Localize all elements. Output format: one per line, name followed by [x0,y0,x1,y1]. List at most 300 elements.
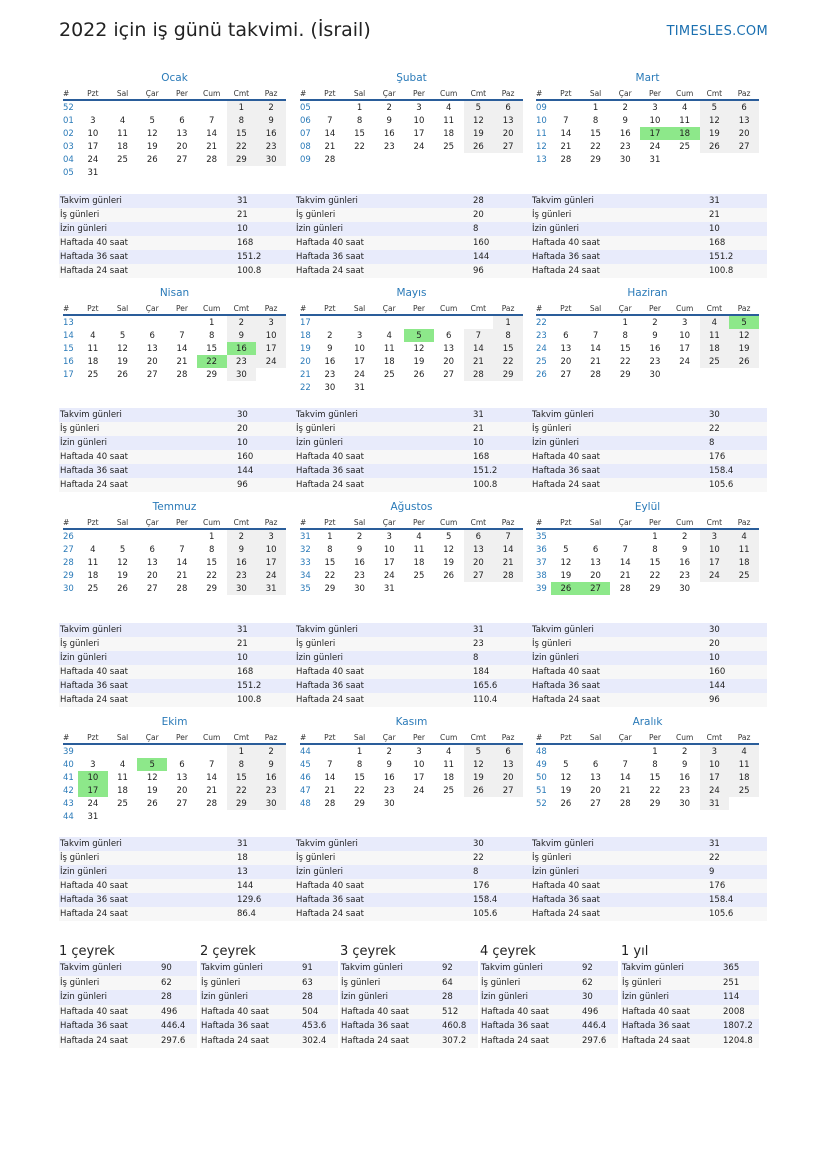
empty-day-cell [137,529,167,543]
day-cell: 13 [176,128,188,139]
week-number: 37 [536,557,547,568]
weekday-header: Pzt [551,732,581,744]
holiday-day-cell: 17 [78,784,108,797]
site-logo[interactable]: TIMESLES.COM [666,24,768,39]
weekday-header: Cum [434,517,464,529]
stat-value: 62 [581,976,618,991]
empty-day-cell [404,153,434,166]
day-cell: 30 [649,369,661,380]
day-cell: 7 [622,544,628,555]
weekend-day-cell: 16 [256,771,286,784]
stat-row [531,893,767,907]
stat-value: 28 [160,990,197,1005]
day-cell: 24 [354,369,365,380]
stat-label: Haftada 24 saat [59,264,236,278]
weekend-day-cell: 26 [729,355,759,368]
day-cell: 14 [324,128,336,139]
week-row [300,569,523,582]
stat-value: 160 [472,236,531,250]
stat-row [59,879,295,893]
weekday-header: Per [640,303,670,315]
stat-row [480,961,618,976]
stat-row [59,236,295,250]
stat-label: İş günleri [480,976,581,991]
empty-day-cell [493,582,523,595]
day-cell: 5 [119,330,126,341]
weekend-day-cell: 20 [493,127,523,140]
week-number-header: # [536,88,551,100]
empty-day-cell [197,100,227,114]
weekday-header: Cmt [227,303,257,315]
weekday-header: Çar [137,517,167,529]
weekday-header: Cum [670,732,700,744]
empty-day-cell [197,810,227,823]
empty-day-cell [137,166,167,179]
weekday-header: Cum [670,303,700,315]
week-number: 50 [536,772,547,783]
empty-day-cell [551,744,581,758]
day-cell: 26 [117,369,128,380]
weekday-header: Paz [256,88,286,100]
stat-value: 158.4 [472,893,531,907]
stat-label: İzin günleri [59,436,236,450]
month-calendar [300,500,523,595]
stat-value: 20 [236,422,295,436]
stat-value: 10 [708,222,767,236]
day-cell: 6 [563,330,569,341]
weekend-day-cell: 29 [227,153,257,166]
weekday-header: Cmt [227,517,257,529]
day-cell: 29 [649,583,661,594]
day-cell: 19 [413,356,425,367]
day-cell: 20 [590,570,601,581]
stat-value: 129.6 [236,893,295,907]
weekday-header: Cmt [227,88,257,100]
stat-value: 100.8 [472,478,531,492]
week-row [63,127,286,140]
stat-value: 62 [160,976,197,991]
weekend-day-cell: 23 [227,355,257,368]
month-grid [63,732,286,823]
empty-day-cell [670,153,700,166]
weekend-day-cell: 9 [256,758,286,771]
week-number-header: # [63,88,78,100]
day-cell: 17 [413,772,425,783]
stat-row [295,208,531,222]
day-cell: 28 [324,154,336,165]
day-cell: 10 [383,544,395,555]
stat-label: İzin günleri [531,436,708,450]
day-cell: 1 [652,531,658,542]
weekend-day-cell: 20 [464,556,494,569]
stat-label: Haftada 24 saat [59,1034,160,1049]
weekday-header: Cmt [464,732,494,744]
day-cell: 11 [413,544,425,555]
month-grid [536,88,759,166]
day-cell: 24 [413,141,425,152]
week-row [536,582,759,595]
weekend-day-cell: 15 [493,342,523,355]
day-cell: 21 [176,570,188,581]
day-cell: 9 [327,343,333,354]
weekend-day-cell: 25 [729,569,759,582]
month-stats-table [59,837,295,921]
holiday-day-cell: 10 [78,771,108,784]
weekday-header: Cum [434,732,464,744]
day-cell: 8 [208,330,215,341]
weekend-day-cell: 17 [256,342,286,355]
weekend-day-cell: 11 [700,329,730,342]
day-cell: 18 [87,570,99,581]
week-number-header: # [536,732,551,744]
weekend-day-cell: 20 [729,127,759,140]
day-cell: 17 [413,128,425,139]
week-row [536,127,759,140]
day-cell: 2 [622,102,628,113]
stat-value: 21 [236,637,295,651]
stat-row [59,893,295,907]
day-cell: 15 [649,772,661,783]
empty-day-cell [108,810,138,823]
day-cell: 28 [590,369,601,380]
day-cell: 5 [563,544,569,555]
stat-label: Haftada 40 saat [340,1005,441,1020]
weekday-header: Sal [581,88,611,100]
stat-label: Takvim günleri [295,194,472,208]
stat-label: İzin günleri [59,990,160,1005]
day-cell: 20 [443,356,455,367]
stat-row [340,976,478,991]
week-number: 07 [300,128,311,139]
stat-row [531,851,767,865]
week-row [536,315,759,329]
day-cell: 9 [681,759,688,770]
stat-value: 22 [708,422,767,436]
day-cell: 28 [206,798,218,809]
weekend-day-cell: 5 [700,100,730,114]
stat-value: 144 [472,250,531,264]
holiday-day-cell: 27 [581,582,611,595]
weekday-header: Sal [108,517,138,529]
day-cell: 8 [622,330,628,341]
empty-day-cell [404,797,434,810]
month-stats-table [531,408,767,492]
stat-row [480,990,618,1005]
weekend-day-cell: 24 [256,569,286,582]
stat-value: 10 [236,651,295,665]
day-cell: 4 [386,330,392,341]
week-number: 11 [536,128,547,139]
week-row [536,758,759,771]
stat-value: 20 [472,208,531,222]
week-row [63,556,286,569]
month-name: Aralık [632,716,663,728]
weekend-day-cell: 2 [256,744,286,758]
day-cell: 6 [149,330,155,341]
weekend-day-cell: 23 [256,140,286,153]
day-cell: 22 [649,570,661,581]
month-calendar [300,71,523,166]
weekday-header: Çar [137,732,167,744]
stat-label: İzin günleri [59,865,236,879]
weekend-day-cell: 25 [729,784,759,797]
stat-label: İzin günleri [295,222,472,236]
week-number-header: # [63,517,78,529]
stat-value: 20 [708,637,767,651]
stat-label: Haftada 40 saat [59,450,236,464]
stat-label: İş günleri [295,422,472,436]
month-stats-table [59,194,295,278]
stat-row [621,990,759,1005]
weekend-day-cell: 5 [464,100,494,114]
stat-value: 151.2 [236,679,295,693]
stat-label: Haftada 36 saat [621,1019,722,1034]
day-cell: 8 [652,544,658,555]
weekday-header: Cmt [700,517,730,529]
empty-day-cell [551,100,581,114]
month-calendar [300,715,523,810]
week-number: 01 [63,115,74,126]
stat-label: Haftada 40 saat [531,879,708,893]
day-cell: 18 [117,141,128,152]
day-cell: 18 [87,356,99,367]
week-number: 05 [300,102,311,113]
day-cell: 21 [324,141,336,152]
stat-value: 251 [722,976,759,991]
week-row [536,100,759,114]
empty-day-cell [167,166,197,179]
empty-day-cell [137,744,167,758]
month-stats-table [295,837,531,921]
stat-label: Haftada 36 saat [295,464,472,478]
stat-label: Haftada 40 saat [295,879,472,893]
stat-label: Haftada 40 saat [621,1005,722,1020]
empty-day-cell [374,153,404,166]
empty-day-cell [434,153,464,166]
stat-value: 23 [472,637,531,651]
empty-day-cell [167,810,197,823]
day-cell: 12 [146,128,158,139]
weekend-day-cell: 29 [493,368,523,381]
day-cell: 13 [560,343,572,354]
empty-day-cell [78,744,108,758]
stat-value: 18 [236,851,295,865]
day-cell: 16 [383,772,395,783]
stat-value: 8 [708,436,767,450]
weekend-day-cell: 28 [493,569,523,582]
week-number: 48 [536,746,547,757]
day-cell: 14 [560,128,572,139]
day-cell: 3 [681,317,688,328]
weekday-header: Cum [197,732,227,744]
day-cell: 28 [619,798,631,809]
stat-row [340,1019,478,1034]
stat-row [295,478,531,492]
stat-row [59,865,295,879]
stat-value: 86.4 [236,907,295,921]
weekend-day-cell: 24 [700,569,730,582]
day-cell: 9 [386,115,392,126]
empty-day-cell [374,381,404,394]
week-row [300,771,523,784]
stat-value: 151.2 [472,464,531,478]
empty-day-cell [108,529,138,543]
day-cell: 12 [443,544,455,555]
day-cell: 3 [356,330,363,341]
day-cell: 19 [443,557,455,568]
day-cell: 14 [176,343,188,354]
day-cell: 3 [386,531,392,542]
weekend-day-cell: 1 [493,315,523,329]
week-number: 12 [536,141,547,152]
day-cell: 22 [324,570,336,581]
week-number: 26 [63,531,74,542]
weekend-day-cell: 11 [729,543,759,556]
stat-value: 10 [236,436,295,450]
weekend-day-cell: 3 [700,744,730,758]
stat-label: İzin günleri [59,222,236,236]
day-cell: 1 [622,317,628,328]
stat-value: 92 [441,961,478,976]
stat-label: Takvim günleri [59,961,160,976]
day-cell: 1 [208,531,215,542]
day-cell: 24 [413,785,425,796]
day-cell: 15 [354,772,365,783]
day-cell: 20 [176,785,188,796]
weekend-day-cell: 31 [256,582,286,595]
stat-label: İş günleri [531,208,708,222]
weekend-day-cell: 27 [493,140,523,153]
week-number: 35 [300,583,311,594]
day-cell: 28 [619,583,631,594]
holiday-day-cell: 26 [551,582,581,595]
stat-row [295,679,531,693]
day-cell: 19 [146,141,158,152]
quarter-summary [480,943,618,1048]
empty-day-cell [551,529,581,543]
stat-value: 96 [236,478,295,492]
week-number-header: # [300,732,315,744]
week-number-header: # [63,303,78,315]
day-cell: 14 [619,772,631,783]
stat-label: Haftada 24 saat [340,1034,441,1049]
empty-day-cell [493,381,523,394]
stat-value: 22 [472,851,531,865]
stat-row [531,478,767,492]
day-cell: 9 [622,115,628,126]
weekend-day-cell: 12 [464,758,494,771]
empty-day-cell [464,582,494,595]
day-cell: 20 [146,356,158,367]
quarter-heading: 1 çeyrek [59,944,115,959]
stat-label: Takvim günleri [621,961,722,976]
stat-label: Haftada 40 saat [59,879,236,893]
empty-day-cell [315,100,345,114]
weekday-header: Pzt [315,517,345,529]
day-cell: 30 [354,583,365,594]
day-cell: 6 [179,115,185,126]
weekend-day-cell: 21 [464,355,494,368]
stat-value: 21 [236,208,295,222]
day-cell: 15 [324,557,336,568]
weekday-header: Çar [610,732,640,744]
stat-label: İş günleri [295,637,472,651]
week-row [300,556,523,569]
weekend-day-cell: 17 [700,771,730,784]
stat-value: 28 [441,990,478,1005]
holiday-day-cell: 17 [640,127,670,140]
day-cell: 2 [652,317,658,328]
stat-label: İş günleri [295,208,472,222]
day-cell: 23 [383,785,395,796]
day-cell: 25 [117,154,128,165]
empty-day-cell [137,100,167,114]
week-number: 26 [536,369,547,380]
empty-day-cell [197,166,227,179]
day-cell: 16 [649,343,661,354]
week-number: 23 [536,330,547,341]
stat-label: Haftada 36 saat [480,1019,581,1034]
weekend-day-cell: 12 [700,114,730,127]
weekend-day-cell: 3 [256,315,286,329]
stat-row [295,250,531,264]
day-cell: 4 [416,531,422,542]
day-cell: 13 [590,557,601,568]
stat-value: 297.6 [581,1034,618,1049]
stat-label: Haftada 36 saat [200,1019,301,1034]
stat-value: 105.6 [708,478,767,492]
stat-value: 158.4 [708,893,767,907]
weekday-header: Sal [581,732,611,744]
week-number: 49 [536,759,547,770]
weekend-day-cell: 15 [227,771,257,784]
stat-value: 512 [441,1005,478,1020]
day-cell: 1 [592,102,599,113]
day-cell: 7 [208,759,215,770]
stat-label: İş günleri [59,208,236,222]
stat-label: Takvim günleri [59,408,236,422]
weekend-day-cell: 13 [464,543,494,556]
weekday-header: Cum [197,517,227,529]
quarter-heading: 3 çeyrek [340,944,396,959]
day-cell: 6 [149,544,155,555]
stat-label: İzin günleri [480,990,581,1005]
stat-label: Haftada 40 saat [59,665,236,679]
week-number: 21 [300,369,311,380]
weekend-day-cell: 26 [464,784,494,797]
stat-label: Haftada 40 saat [295,236,472,250]
weekend-day-cell: 2 [227,529,257,543]
empty-day-cell [581,315,611,329]
day-cell: 5 [149,115,155,126]
weekday-header: Çar [610,88,640,100]
day-cell: 31 [87,167,99,178]
day-cell: 18 [443,128,455,139]
month-stats-table [531,194,767,278]
week-row [300,758,523,771]
week-number: 41 [63,772,74,783]
month-grid [63,517,286,595]
stat-value: 496 [581,1005,618,1020]
stat-row [531,422,767,436]
stat-value: 63 [301,976,338,991]
day-cell: 22 [619,356,631,367]
weekday-header: Cum [434,303,464,315]
stat-value: 31 [472,408,531,422]
day-cell: 2 [327,330,333,341]
empty-day-cell [108,166,138,179]
day-cell: 30 [383,798,395,809]
